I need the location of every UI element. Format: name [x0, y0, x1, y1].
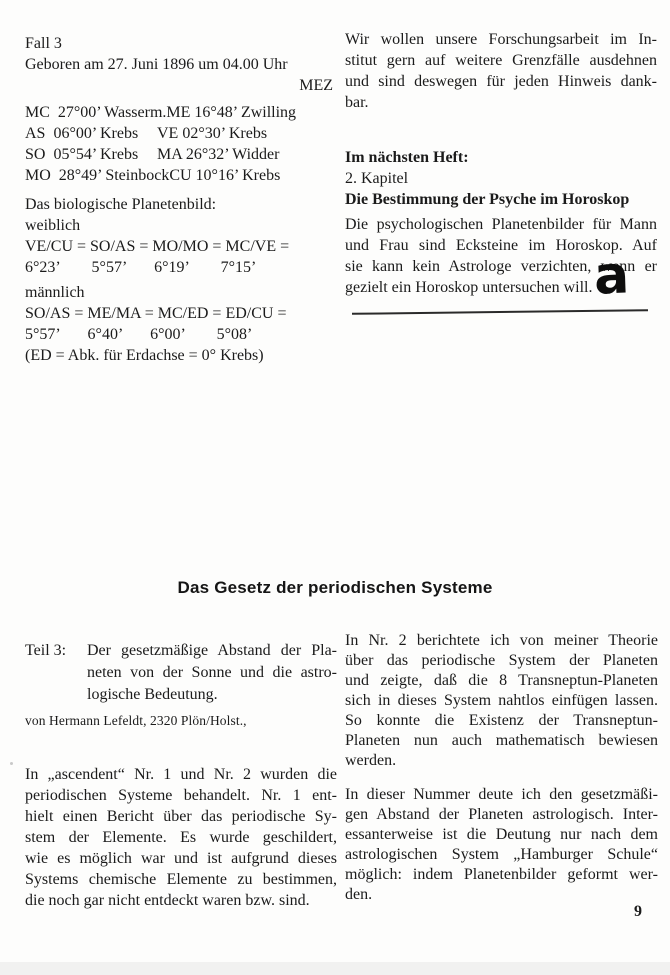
male-values: 5°57’ 6°40’ 6°00’ 5°08’	[25, 326, 253, 343]
teaser-paragraph: Die psychologischen Planetenbilder für Mann und Frau sind Ecksteine im Horoskop. Auf sie kann kein Astrologe verzichten, wenn er gezielt ein Horoskop untersuchen will.	[345, 216, 657, 296]
case-report-block	[25, 33, 335, 366]
female-label: weiblich	[25, 217, 81, 234]
female-values: 6°23’ 5°57’ 6°19’ 7°15’	[25, 259, 257, 276]
horizontal-divider	[352, 309, 648, 315]
research-paragraph: Wir wollen unsere Forschungsarbeit im In- stitut gern auf weitere Grenzfälle ausdehnen und sind deswegen für jeden Hinweis dank- bar.	[345, 31, 657, 111]
position-row	[25, 144, 335, 165]
position-cell: ME 16°48’ Zwilling	[166, 104, 297, 121]
page-bottom-shadow	[0, 962, 670, 975]
position-row	[25, 165, 335, 186]
male-formula: SO/AS = ME/MA = MC/ED = ED/CU =	[25, 305, 287, 322]
position-row	[25, 102, 335, 123]
ascendent-a-logo: a	[592, 245, 631, 307]
part-label: Teil 3:	[25, 642, 67, 659]
chapter-title: Die Bestimmung der Psyche im Horoskop	[345, 191, 630, 208]
next-issue-label: Im nächsten Heft:	[345, 149, 469, 166]
author-byline: von Hermann Lefeldt, 2320 Plön/Holst.,	[25, 713, 247, 728]
case-title: Fall 3	[25, 35, 62, 52]
female-formula: VE/CU = SO/AS = MO/MO = MC/VE =	[25, 238, 290, 255]
position-cell: VE 02°30’ Krebs	[157, 125, 268, 142]
article-right-paragraph-1: In Nr. 2 berichtete ich von meiner Theorie über das periodische System der Planeten und zeigte, daß die 8 Transneptun-Planeten sich in dieses System nahtlos einfügen lassen. So konnte die Existenz der Transneptun- Planeten nun auch mathematisch bewiesen werden.	[345, 632, 658, 769]
male-label: männlich	[25, 284, 85, 301]
position-cell: CU 10°16’ Krebs	[169, 167, 281, 184]
scan-speck	[10, 762, 13, 765]
position-cell: MO 28°49’ Steinbock	[25, 167, 170, 184]
position-cell: AS 06°00’ Krebs	[25, 125, 139, 142]
part-title: Der gesetzmäßige Abstand der Pla- neten von der Sonne und die astro- logische Bedeutung.	[87, 642, 337, 703]
position-row	[25, 123, 335, 144]
article-right-column	[345, 631, 658, 905]
position-cell: SO 05°54’ Krebs	[25, 146, 139, 163]
article-left-paragraph: In „ascendent“ Nr. 1 und Nr. 2 wurden die periodischen Systeme behandelt. Nr. 1 ent- hielt einen Bericht über das periodische Sy- stem der Elemente. Es wurde geschildert, wie es möglich war und ist aufgrund dieses Systems chemische Elemente zu bestimmen, die noch gar nicht entdeckt waren bzw. sind.	[25, 766, 337, 909]
bio-planetenbild-heading: Das biologische Planetenbild:	[25, 196, 217, 213]
timezone-label: MEZ	[299, 77, 333, 94]
part-title-block	[25, 640, 337, 706]
position-cell: MA 26°32’ Widder	[157, 146, 280, 163]
position-cell: MC 27°00’ Wasserm.	[25, 104, 167, 121]
ed-abbreviation-note: (ED = Abk. für Erdachse = 0° Krebs)	[25, 347, 264, 364]
article-left-column	[25, 640, 337, 911]
birth-data-line: Geboren am 27. Juni 1896 um 04.00 Uhr	[25, 56, 288, 73]
chapter-label: 2. Kapitel	[345, 170, 409, 187]
article-right-paragraph-2: In dieser Nummer deute ich den gesetzmäßi- gen Abstand der Planeten astrologisch. Inter- essanterweise ist die Deutung nur nach dem astrologischen System „Hamburger Schule“ möglich: indem Planetenbilder geformt wer- den.	[345, 786, 658, 903]
article-heading: Das Gesetz der periodischen Systeme	[177, 578, 493, 597]
page-number: 9	[634, 903, 642, 920]
